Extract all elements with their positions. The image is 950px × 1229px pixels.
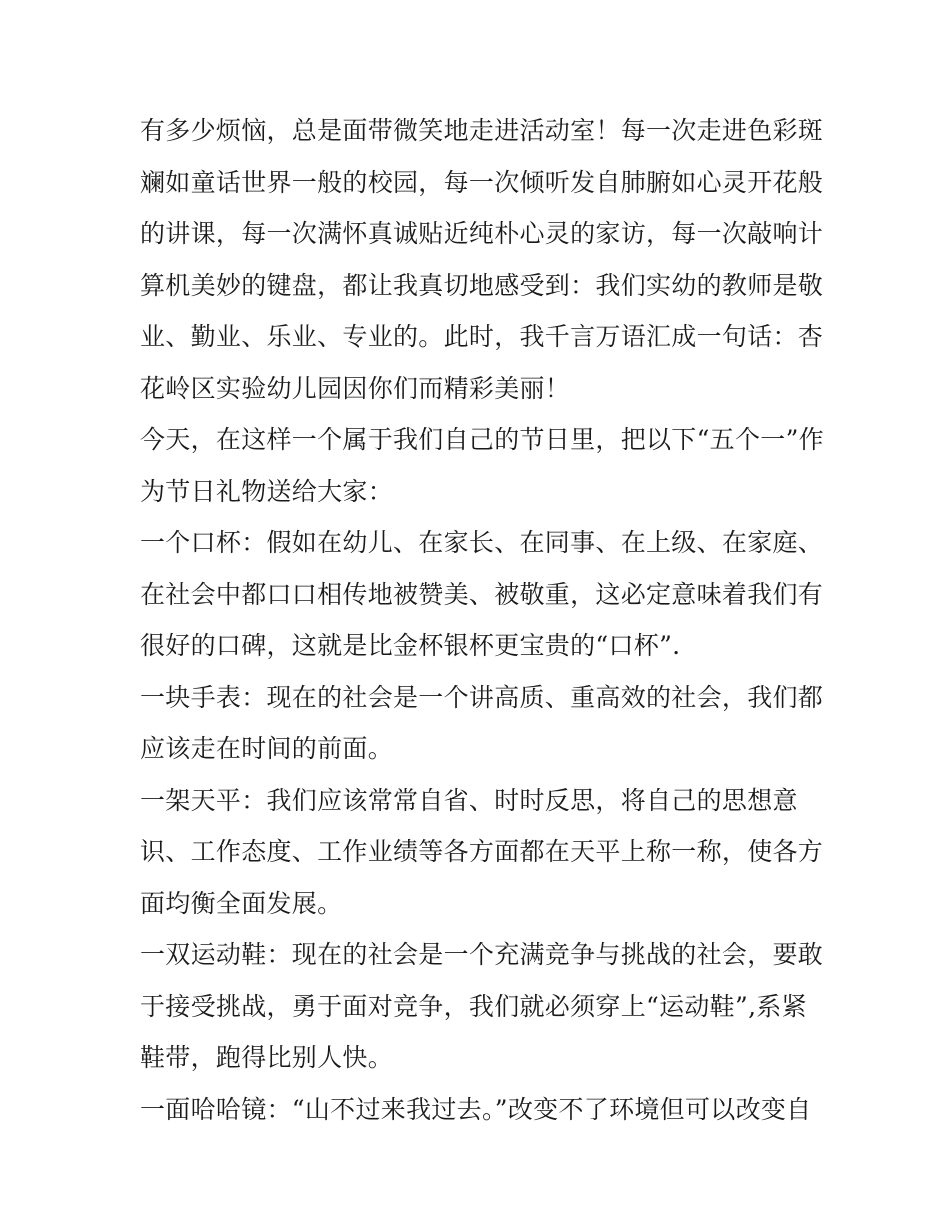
text-line: 斓如童话世界一般的校园，每一次倾听发自肺腑如心灵开花般: [140, 167, 824, 197]
text-line: 为节日礼物送给大家：: [140, 476, 394, 506]
text-line: 一个口杯：假如在幼儿、在家长、在同事、在上级、在家庭、: [140, 528, 824, 557]
text-line: 识、工作态度、工作业绩等各方面都在天平上称一称，使各方: [140, 837, 824, 866]
text-line: 于接受挑战，勇于面对竞争，我们就必须穿上“运动鞋”,系紧: [140, 991, 807, 1021]
text-line: 一块手表：现在的社会是一个讲高质、重高效的社会，我们都: [140, 682, 824, 712]
text-line: 一面哈哈镜：“山不过来我过去。”改变不了环境但可以改变自: [140, 1094, 812, 1124]
body-text: [140, 105, 830, 1135]
text-line: 鞋带，跑得比别人快。: [140, 1043, 394, 1072]
text-line: 算机美妙的键盘，都让我真切地感受到：我们实幼的教师是敬: [140, 270, 824, 300]
text-line: 业、勤业、乐业、专业的。此时，我千言万语汇成一句话：杏: [140, 322, 824, 351]
text-line: 有多少烦恼，总是面带微笑地走进活动室！每一次走进色彩斑: [140, 116, 824, 145]
text-line: 应该走在时间的前面。: [140, 734, 394, 763]
text-line: 的讲课，每一次满怀真诚贴近纯朴心灵的家访，每一次敲响计: [140, 219, 824, 248]
text-line: 今天，在这样一个属于我们自己的节日里，把以下“五个一”作: [140, 425, 824, 454]
text-line: 很好的口碑，这就是比金杯银杯更宝贵的“口杯”.: [140, 631, 681, 660]
text-line: 花岭区实验幼儿园因你们而精彩美丽！: [140, 373, 571, 403]
text-line: 在社会中都口口相传地被赞美、被敬重，这必定意味着我们有: [140, 579, 824, 609]
text-line: 一架天平：我们应该常常自省、时时反思，将自己的思想意: [140, 785, 798, 815]
text-line: 面均衡全面发展。: [140, 888, 343, 918]
text-line: 一双运动鞋：现在的社会是一个充满竞争与挑战的社会，要敢: [140, 940, 824, 969]
